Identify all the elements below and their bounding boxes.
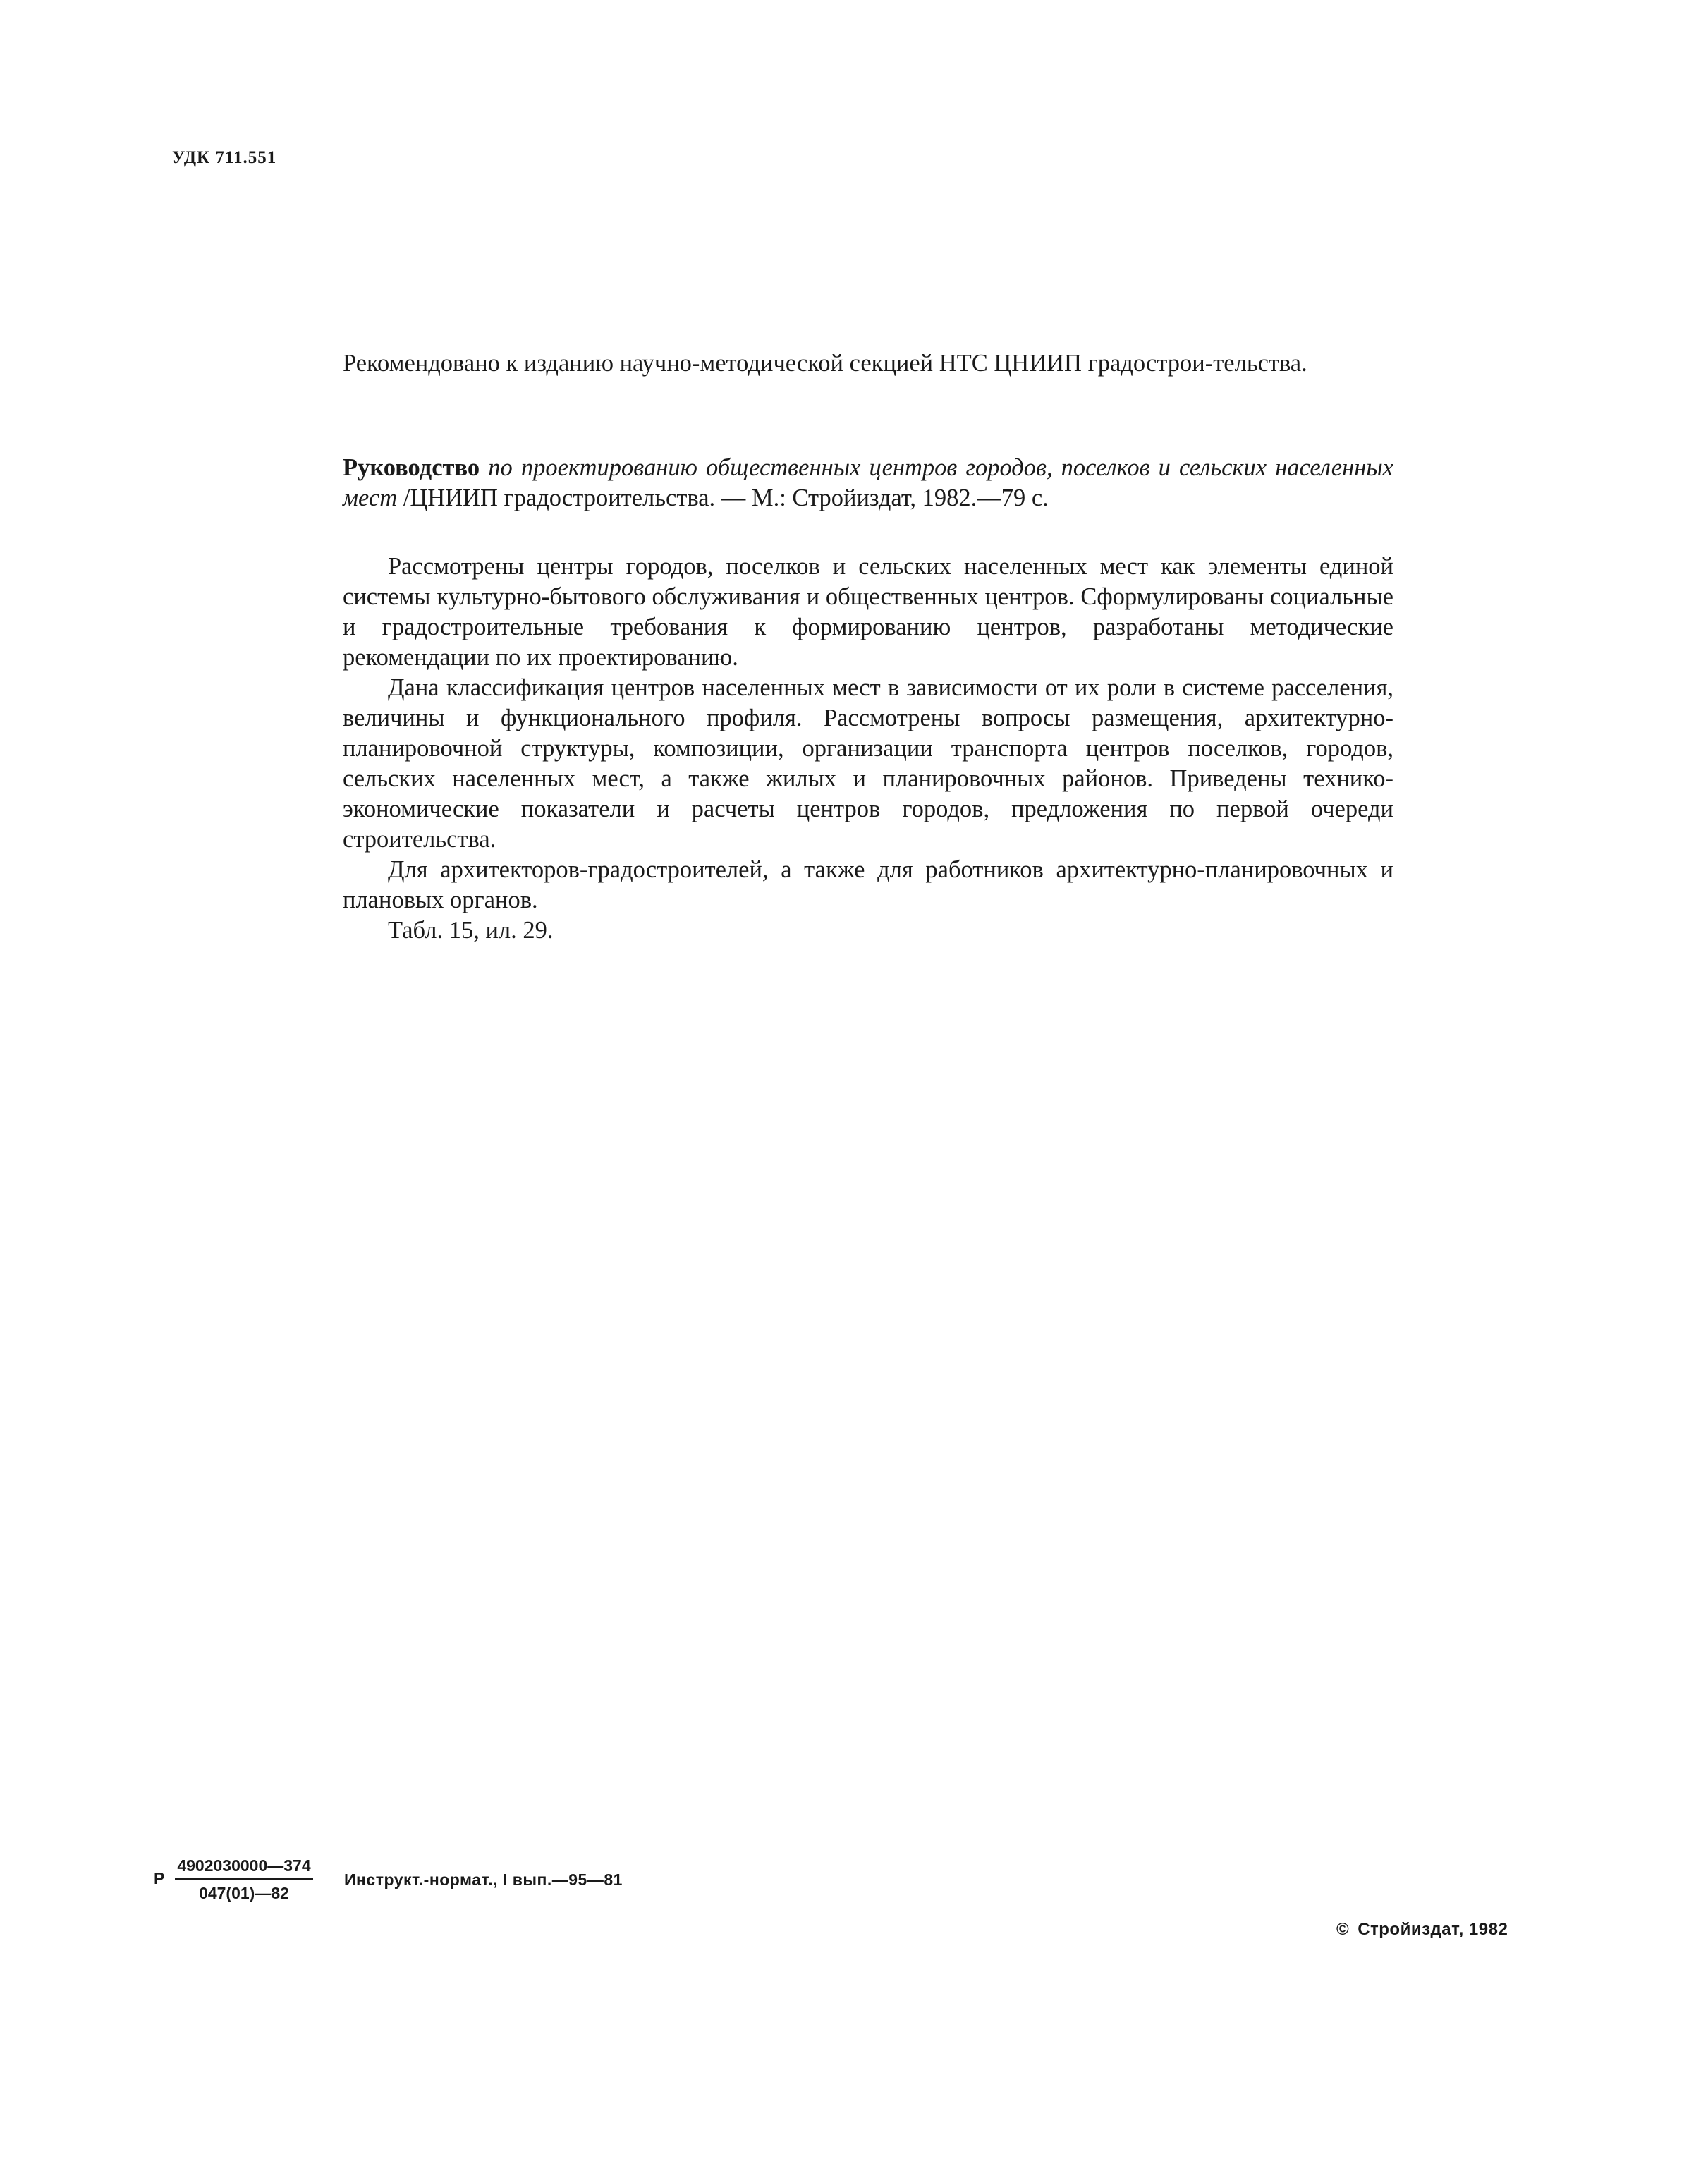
udk-code: УДК 711.551	[172, 148, 277, 167]
reference-publisher: /ЦНИИП градостроительства. — М.: Стройиздат, 1982.—79 с.	[397, 485, 1049, 511]
code-denominator: 047(01)—82	[199, 1884, 289, 1902]
reference-title-italic: по проектированию общественных центров городов, поселков и сельских населенных мест	[343, 454, 1393, 511]
bibliographic-reference	[343, 453, 1393, 513]
copyright-text: Стройиздат, 1982	[1358, 1920, 1508, 1939]
abstract-paragraph: Дана классификация центров населенных мест в зависимости от их роли в системе расселения, величины и функционального профиля. Рассмотрены вопросы размещения, архитектурно-планировочной структуры, композиции, организации транспорта центров поселков, городов, сельских населенных мест, а также жилых и планировочных районов. Приведены технико-экономические показатели и расчеты центров городов, предложения по первой очереди строительства.	[343, 674, 1393, 853]
code-numerator: 4902030000—374	[175, 1856, 313, 1880]
recommendation-text: Рекомендовано к изданию научно-методической секцией НТС ЦНИИП градострои-тельства.	[343, 350, 1307, 377]
copyright-symbol: ©	[1336, 1920, 1350, 1939]
abstract-paragraph: Рассмотрены центры городов, поселков и сельских населенных мест как элементы единой системы культурно-бытового обслуживания и общественных центров. Сформулированы социальные и градостроительные требования к формированию центров, разработаны методические рекомендации по их проектированию.	[343, 553, 1393, 671]
abstract-tables-illustrations: Табл. 15, ил. 29.	[388, 917, 554, 944]
abstract-paragraph: Для архитекторов-градостроителей, а также для работников архитектурно-планировочных и плановых органов.	[343, 856, 1393, 913]
reference-title-bold: Руководство	[343, 454, 480, 481]
instruction-code: Инструкт.-нормат., I вып.—95—81	[344, 1870, 623, 1889]
abstract	[343, 552, 1393, 946]
code-letter: Р	[154, 1869, 165, 1887]
code-fraction	[175, 1856, 313, 1903]
copyright	[1336, 1920, 1508, 1940]
